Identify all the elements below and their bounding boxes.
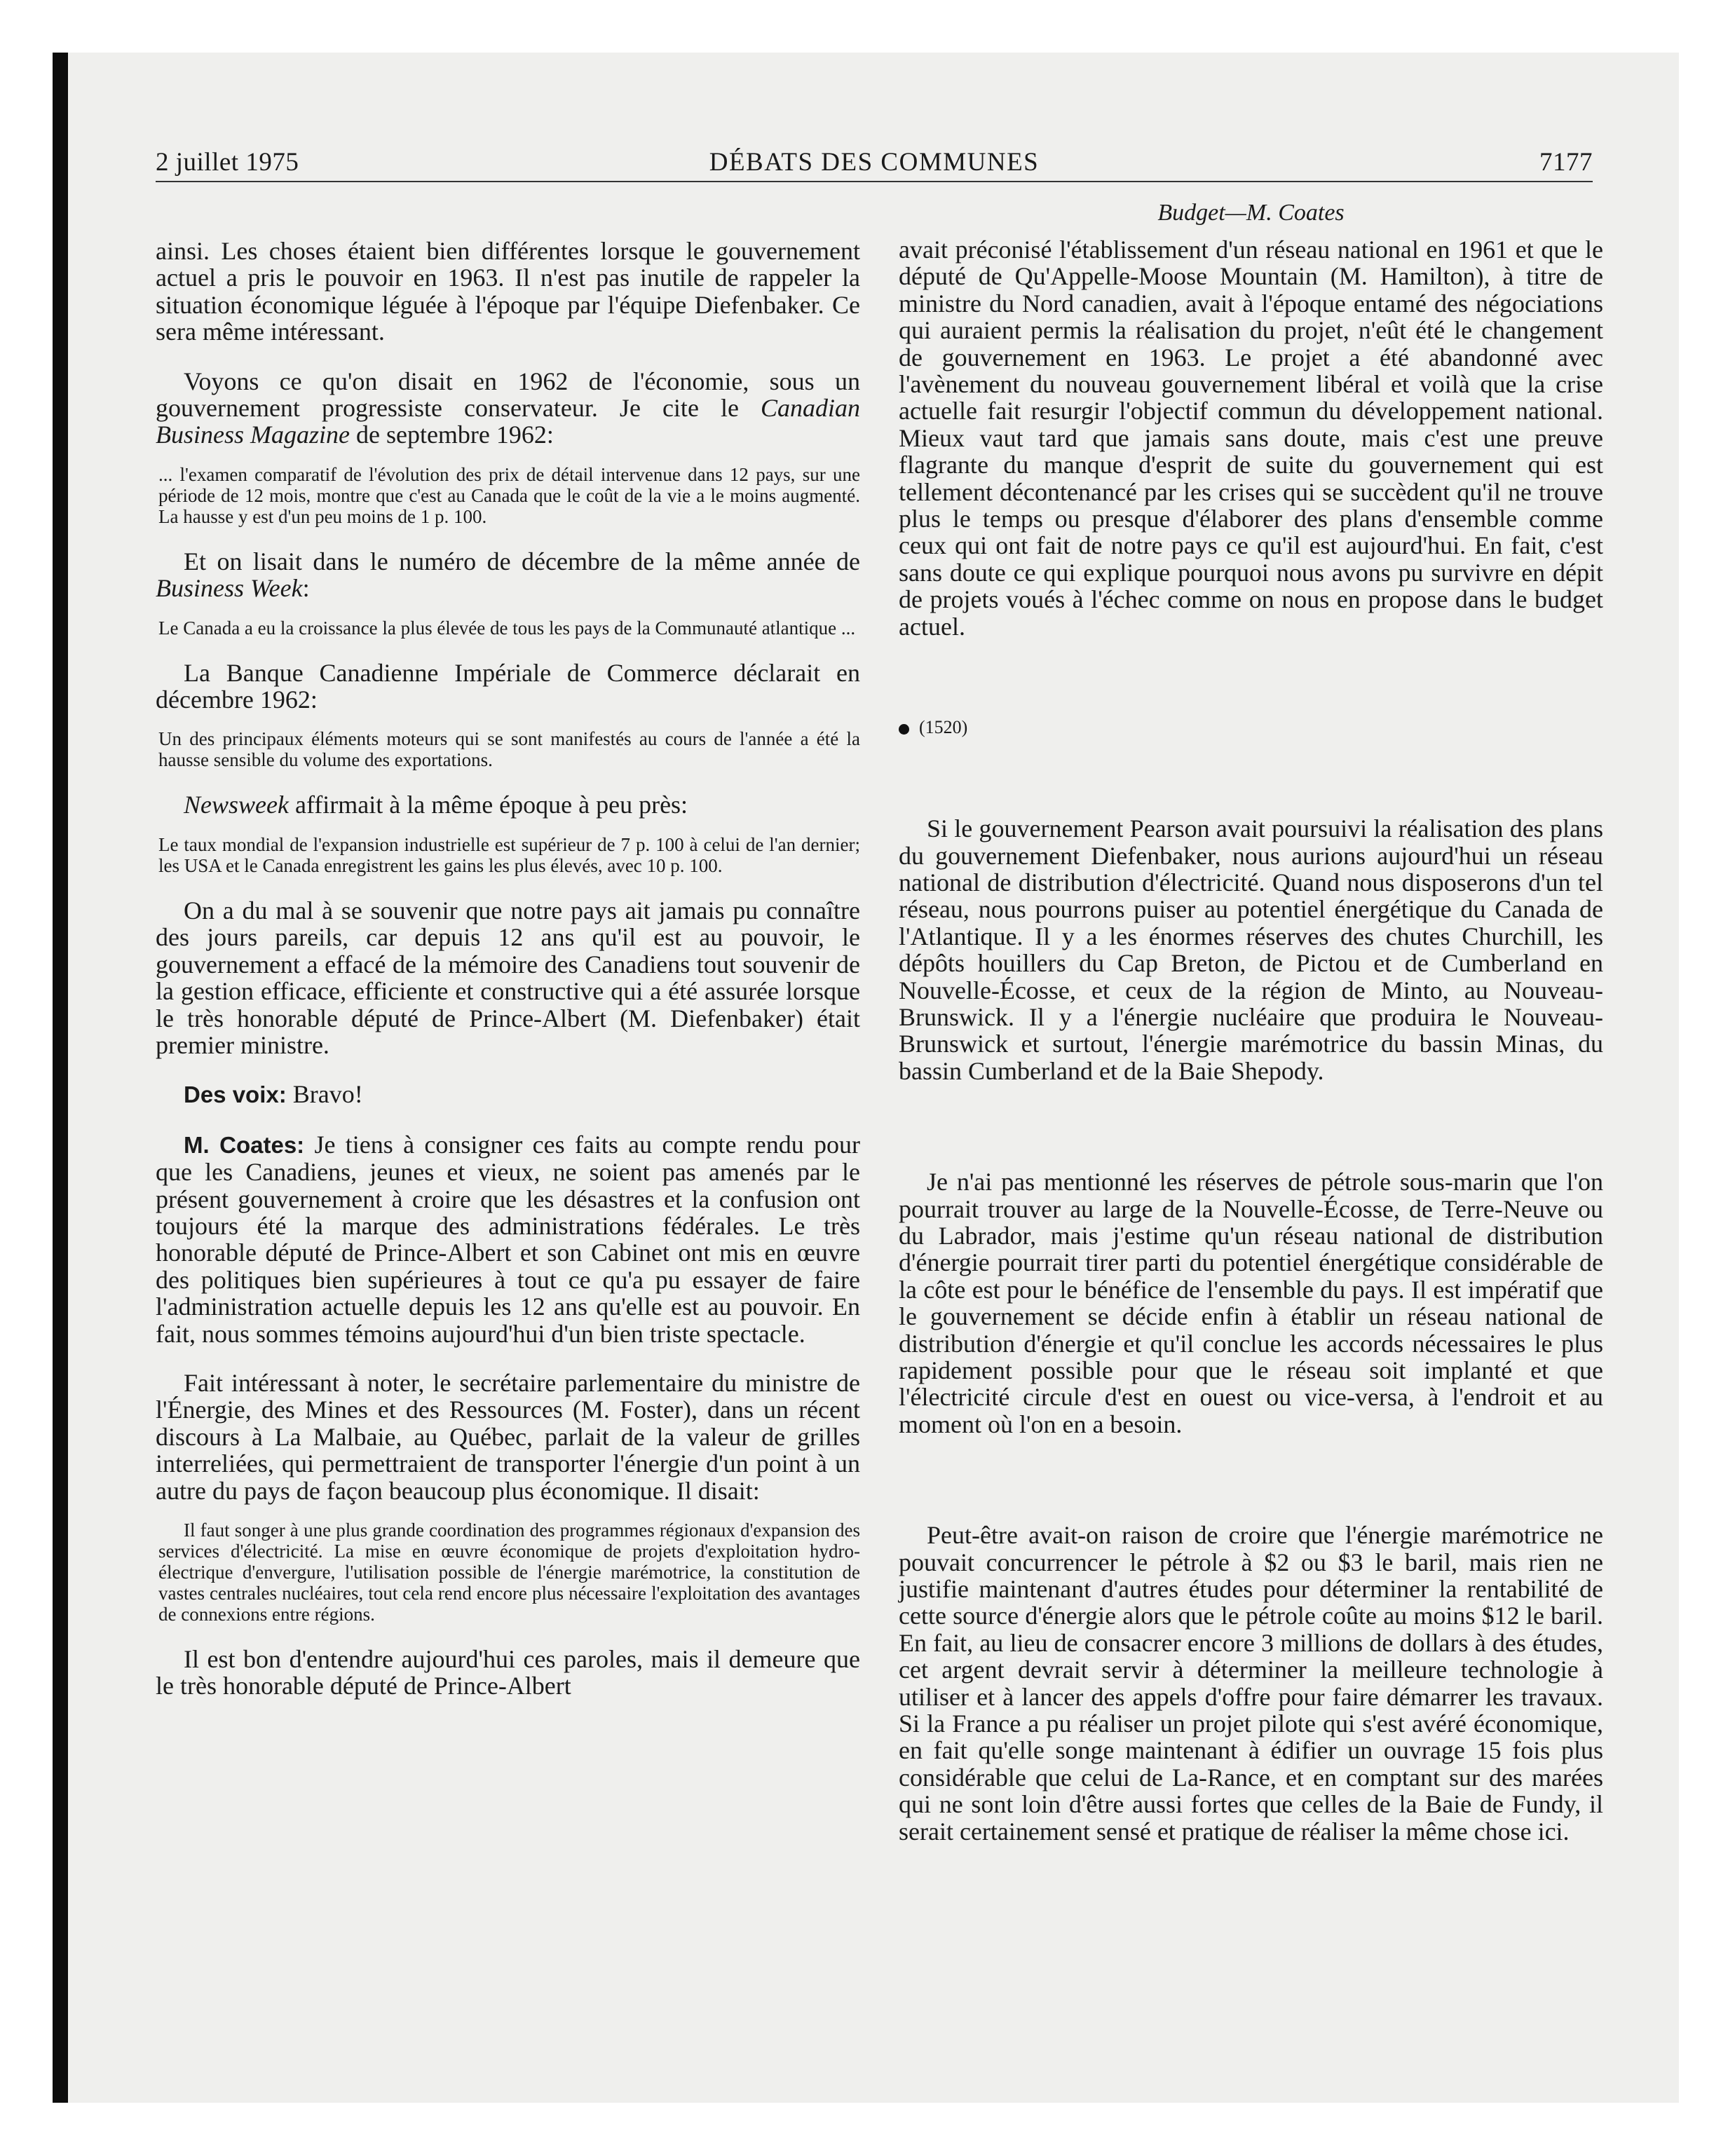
paragraph: Et on lisait dans le numéro de décembre de la même année de Business Week: xyxy=(156,547,860,603)
block-quote: Un des principaux éléments moteurs qui se sont manifestés au cours de l'année a été la hausse sensible du volume des exportations. xyxy=(158,728,860,771)
paragraph: Newsweek affirmait à la même époque à peu près: xyxy=(184,791,688,819)
paragraph: Fait intéressant à noter, le secrétaire parlementaire du ministre de l'Énergie, des Mines et des Ressources (M. Foster), dans un récent discours à La Malbaie, au Québec, parlait de la valeur de grilles interreliées, qui permettraient de transporter l'énergie d'un point à un autre du pays de façon beaucoup plus économique. Il disait: xyxy=(156,1368,860,1505)
header-journal-title: DÉBATS DES COMMUNES xyxy=(709,148,1040,177)
paragraph: ainsi. Les choses étaient bien différentes lorsque le gouvernement actuel a pris le pouvoir en 1963. Il n'est pas inutile de rappeler la situation économique léguée à l'époque par l'équipe Diefenbaker. Ce sera même intéressant. xyxy=(156,237,860,346)
paragraph: Peut-être avait-on raison de croire que l'énergie marémotrice ne pouvait concurrencer le pétrole à $2 ou $3 le baril, mais rien ne justifie maintenant d'autres études pour déterminer la rentabilité de cette source d'énergie alors que le pétrole coûte au moins $12 le baril. En fait, au lieu de consacrer encore 3 millions de dollars à des études, cet argent devrait servir à déterminer la meilleure technologie à utiliser et à lancer des appels d'offre pour faire démarrer les travaux. Si la France a pu réaliser un projet pilote qui s'est avéré économique, en fait qu'elle songe maintenant à édifier un ouvrage 15 fois plus considérable que celui de La-Rance, et en comptant sur des marées qui ne sont loin d'être aussi fortes que celles de la Baie de Fundy, il serait certainement sensé et pratique de réaliser la même chose ici. xyxy=(899,1521,1603,1845)
paragraph: avait préconisé l'établissement d'un réseau national en 1961 et que le député de Qu'Appelle-Moose Mountain (M. Hamilton), à titre de ministre du Nord canadien, avait à l'époque entamé des négociations qui auraient permis la réalisation du projet, n'eût été le changement de gouvernement en 1963. Le projet a été abandonné avec l'avènement du nouveau gouvernement libéral et voilà que la crise actuelle fait resurgir l'objectif commun du développement national. Mieux vaut tard que jamais sans doute, mais c'est une preuve flagrante du manque d'esprit de suite du gouvernement qui est tellement décontenancé par les crises qui se succèdent qu'il ne trouve plus le temps ou presque d'élaborer des plans d'ensemble comme ceux qui ont fait de notre pays ce qu'il est aujourd'hui. En fait, c'est sans doute ce qui explique pourquoi nous avons pu survivre en dépit de projets voués à l'échec comme on nous en propose dans le budget actuel. xyxy=(899,236,1603,641)
right-column xyxy=(899,200,1603,1845)
left-column xyxy=(156,200,860,1700)
scan-edge xyxy=(53,53,68,2103)
speaker-intervention: M. Coates: Je tiens à consigner ces faits au compte rendu pour que les Canadiens, jeunes et vieux, ne soient pas amenés par le présent gouvernement à croire que les désastres et la confusion ont toujours été la marque des administrations fédérales. Le très honorable député de Prince-Albert et son Cabinet ont mis en œuvre des politiques bien supérieures à tout ce qu'a pu essayer de faire l'administration actuelle depuis les 12 ans qu'elle est au pouvoir. En fait, nous sommes témoins aujourd'hui d'un bien triste spectacle. xyxy=(156,1130,860,1348)
bullet-icon xyxy=(899,724,909,735)
block-quote: Il faut songer à une plus grande coordination des programmes régionaux d'expansion des services d'électricité. La mise en œuvre économique de projets d'exploitation hydro-électrique d'envergure, l'utilisation possible de l'énergie marémotrice, la constitution de vastes centrales nucléaires, tout cela rend encore plus nécessaire l'exploitation des avantages de connexions entre régions. xyxy=(158,1520,860,1625)
paragraph: On a du mal à se souvenir que notre pays ait jamais pu connaître des jours pareils, car depuis 12 ans qu'il est au pouvoir, le gouvernement a effacé de la mémoire des Canadiens tout souvenir de la gestion efficace, efficiente et constructive qui a été assurée lorsque le très honorable député de Prince-Albert (M. Diefenbaker) était premier ministre. xyxy=(156,896,860,1059)
running-head: Budget—M. Coates xyxy=(1157,200,1345,226)
time-marker: (1520) xyxy=(899,717,1603,738)
publication-title: Canadian Business Magazine xyxy=(156,394,860,449)
publication-title: Business Week xyxy=(156,574,303,603)
header-date: 2 juillet 1975 xyxy=(156,148,299,177)
speaker-intervention: Des voix: Bravo! xyxy=(184,1080,363,1109)
block-quote: Le Canada a eu la croissance la plus élevée de tous les pays de la Communauté atlantique ... xyxy=(158,617,856,639)
paragraph: Voyons ce qu'on disait en 1962 de l'économie, sous un gouvernement progressiste conservateur. Je cite le Canadian Business Magazine de septembre 1962: xyxy=(156,367,860,449)
page-header xyxy=(156,142,1593,182)
paragraph: Il est bon d'entendre aujourd'hui ces paroles, mais il demeure que le très honorable député de Prince-Albert xyxy=(156,1645,860,1700)
publication-title: Newsweek xyxy=(184,791,289,819)
block-quote: Le taux mondial de l'expansion industrielle est supérieur de 7 p. 100 à celui de l'an dernier; les USA et le Canada enregistrent les gains les plus élevés, avec 10 p. 100. xyxy=(158,833,860,876)
speaker-name: Des voix: xyxy=(184,1082,287,1108)
paragraph: La Banque Canadienne Impériale de Commerce déclarait en décembre 1962: xyxy=(156,658,860,714)
speaker-name: M. Coates: xyxy=(184,1131,305,1158)
paragraph: Si le gouvernement Pearson avait poursuivi la réalisation des plans du gouvernement Diefenbaker, nous aurions aujourd'hui un réseau national de distribution d'électricité. Quand nous disposerons d'un tel réseau, nous pourrons puiser au potentiel énergétique du Canada de l'Atlantique. Il y a les énormes réserves des chutes Churchill, les dépôts houillers du Cap Breton, de Pictou et de Cumberland en Nouvelle-Écosse, et ceux de la région de Minto, au Nouveau-Brunswick. Il y a l'énergie nucléaire que produira le Nouveau-Brunswick et surtout, l'énergie marémotrice du bassin Minas, du bassin Cumberland et de la Baie Shepody. xyxy=(899,814,1603,1085)
block-quote: ... l'examen comparatif de l'évolution des prix de détail intervenue dans 12 pays, sur une période de 12 mois, montre que c'est au Canada que le coût de la vie a le moins augmenté. La hausse y est d'un peu moins de 1 p. 100. xyxy=(158,463,860,527)
header-page-number: 7177 xyxy=(1539,148,1593,177)
paragraph: Je n'ai pas mentionné les réserves de pétrole sous-marin que l'on pourrait trouver au large de la Nouvelle-Écosse, de Terre-Neuve ou du Labrador, mais j'estime qu'un réseau national de distribution d'énergie pourrait tirer parti du potentiel énergétique considérable de la côte est pour le bénéfice de l'ensemble du pays. Il est impératif que le gouvernement se décide enfin à établir un réseau national de distribution d'énergie et qu'il conclue les accords nécessaires le plus rapidement possible pour que le réseau soit implanté et que l'électricité circule d'est en ouest ou vice-versa, à l'endroit et au moment où l'on en a besoin. xyxy=(899,1168,1603,1438)
